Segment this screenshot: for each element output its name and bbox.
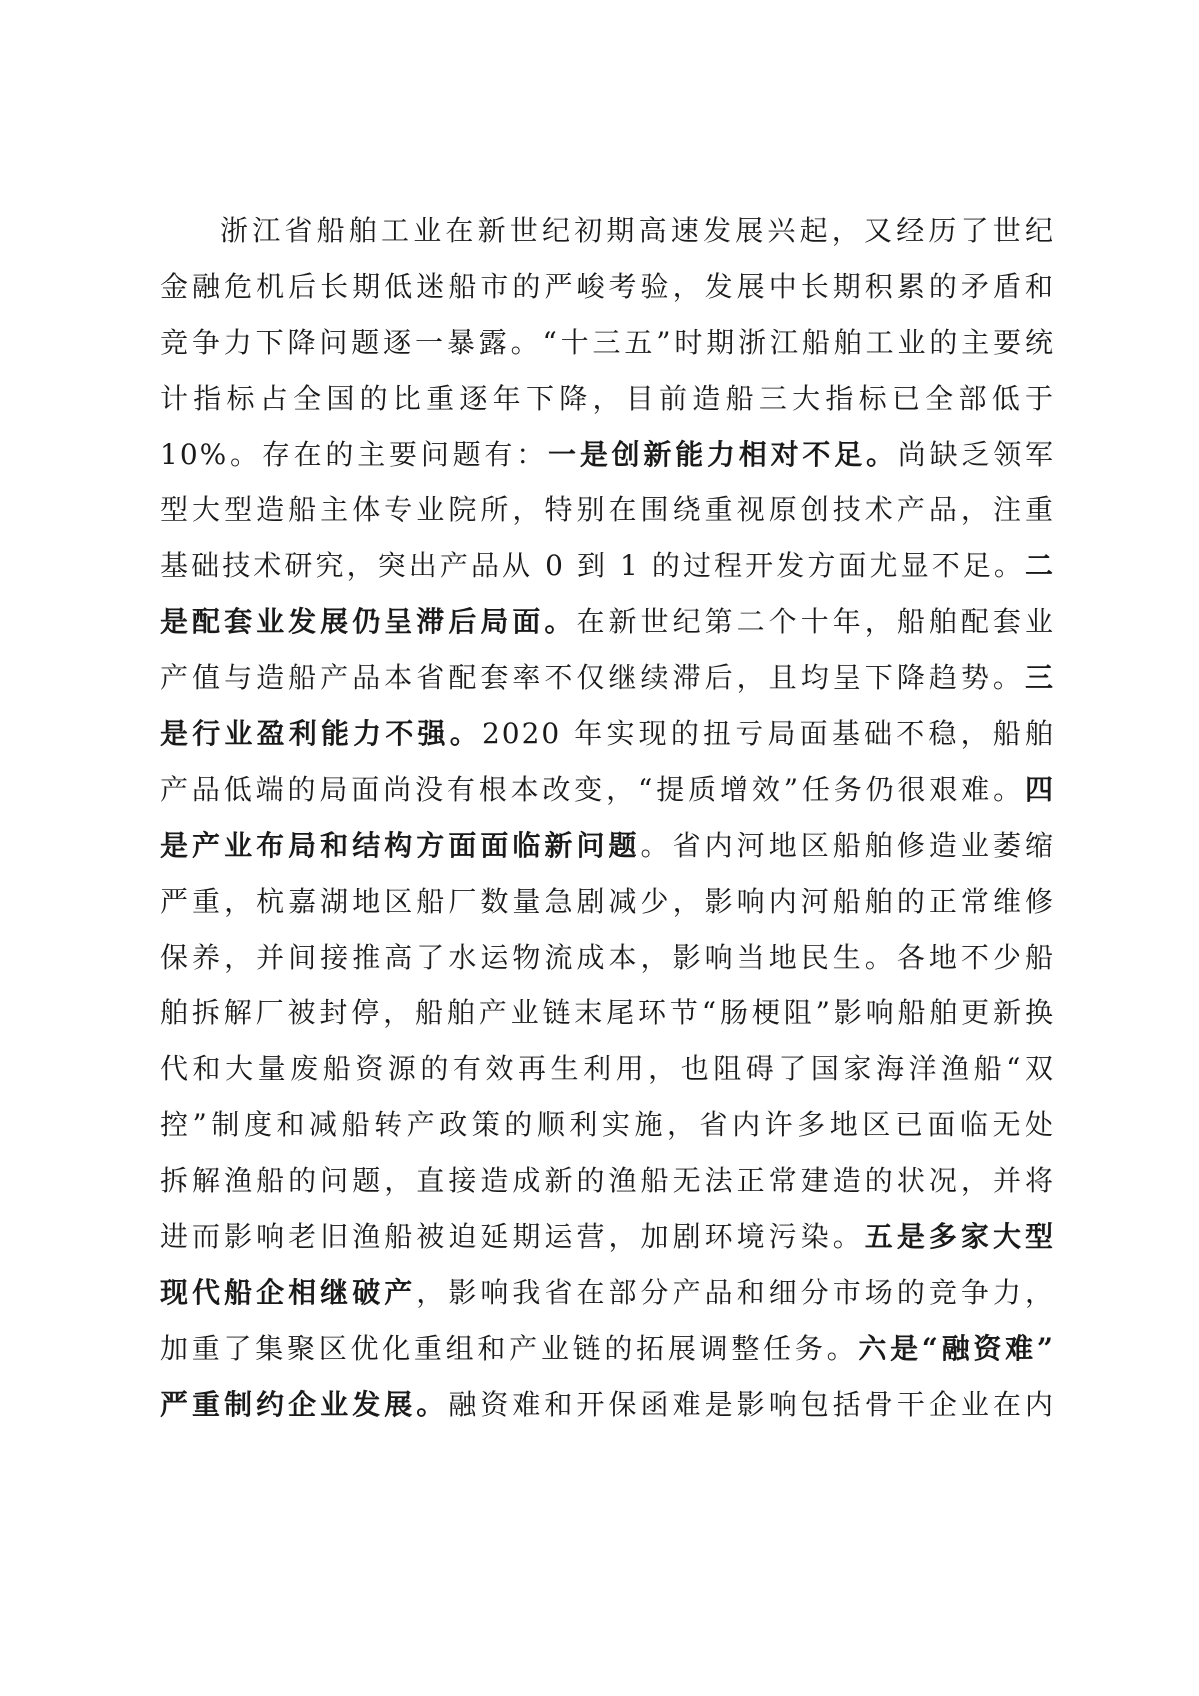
bold-text-run: 是配套业发展仍呈滞后局面。 (160, 605, 577, 639)
body-paragraph (160, 203, 1055, 1433)
text-run: 在新世纪第二个十年，船舶配套业 (576, 605, 1055, 639)
text-line (160, 1321, 1055, 1377)
bold-text-run: 二 (1024, 549, 1055, 583)
text-line (160, 259, 1055, 315)
bold-text-run: 六是“融资难” (858, 1331, 1055, 1365)
text-run: 进而影响老旧渔船被迫延期运营，加剧环境污染。 (160, 1220, 865, 1254)
text-line (160, 650, 1055, 706)
text-line (160, 1209, 1055, 1265)
text-run: 计指标占全国的比重逐年下降，目前造船三大指标已全部低于 (160, 381, 1055, 415)
text-line (160, 874, 1055, 930)
text-line (160, 315, 1055, 371)
text-run: 加重了集聚区优化重组和产业链的拓展调整任务。 (160, 1331, 859, 1365)
bold-text-run: 是行业盈利能力不强。 (160, 717, 482, 751)
text-line (160, 371, 1055, 427)
text-line (160, 427, 1055, 483)
text-run: 10%。存在的主要问题有： (160, 437, 549, 471)
text-line (160, 706, 1055, 762)
bold-text-run: 五是多家大型 (864, 1220, 1055, 1254)
bold-text-run: 一是创新能力相对不足。 (548, 437, 898, 471)
text-run: 。省内河地区船舶修造业萎缩 (640, 828, 1055, 862)
text-line (160, 1097, 1055, 1153)
text-run: 基础技术研究，突出产品从 0 到 1 的过程开发方面尤显不足。 (160, 549, 1025, 583)
text-run: 代和大量废船资源的有效再生利用，也阻碍了国家海洋渔船“双 (160, 1052, 1055, 1086)
text-line (160, 930, 1055, 986)
text-run: 尚缺乏领军 (897, 437, 1055, 471)
text-line (160, 762, 1055, 818)
text-line (160, 203, 1055, 259)
text-run: ，影响我省在部分产品和细分市场的竞争力， (416, 1275, 1055, 1309)
text-run: 融资难和开保函难是影响包括骨干企业在内 (448, 1387, 1055, 1421)
text-line (160, 1041, 1055, 1097)
text-line (160, 538, 1055, 594)
text-line (160, 594, 1055, 650)
text-line (160, 1153, 1055, 1209)
bold-text-run: 是产业布局和结构方面面临新问题 (160, 828, 641, 862)
bold-text-run: 四 (1024, 772, 1055, 806)
text-run: 舶拆解厂被封停，船舶产业链末尾环节“肠梗阻”影响船舶更新换 (160, 996, 1055, 1030)
text-run: 产品低端的局面尚没有根本改变，“提质增效”任务仍很艰难。 (160, 772, 1025, 806)
text-run: 浙江省船舶工业在新世纪初期高速发展兴起，又经历了世纪 (220, 214, 1055, 247)
text-run: 金融危机后长期低迷船市的严峻考验，发展中长期积累的矛盾和 (160, 269, 1055, 303)
text-run: 控”制度和减船转产政策的顺利实施，省内许多地区已面临无处 (160, 1108, 1055, 1142)
text-line (160, 482, 1055, 538)
bold-text-run: 三 (1024, 661, 1055, 695)
text-line (160, 818, 1055, 874)
text-line (160, 1377, 1055, 1433)
text-run: 型大型造船主体专业院所，特别在围绕重视原创技术产品，注重 (160, 493, 1055, 527)
text-run: 产值与造船产品本省配套率不仅继续滞后，且均呈下降趋势。 (160, 661, 1025, 695)
text-run: 拆解渔船的问题，直接造成新的渔船无法正常建造的状况，并将 (160, 1164, 1055, 1198)
text-line (160, 985, 1055, 1041)
bold-text-run: 严重制约企业发展。 (160, 1387, 449, 1421)
bold-text-run: 现代船企相继破产 (160, 1275, 417, 1309)
text-run: 严重，杭嘉湖地区船厂数量急剧减少，影响内河船舶的正常维修 (160, 884, 1055, 918)
text-run: 2020 年实现的扭亏局面基础不稳，船舶 (481, 717, 1055, 751)
text-run: 保养，并间接推高了水运物流成本，影响当地民生。各地不少船 (160, 940, 1055, 974)
text-line (160, 1265, 1055, 1321)
text-run: 竞争力下降问题逐一暴露。“十三五”时期浙江船舶工业的主要统 (160, 325, 1055, 359)
